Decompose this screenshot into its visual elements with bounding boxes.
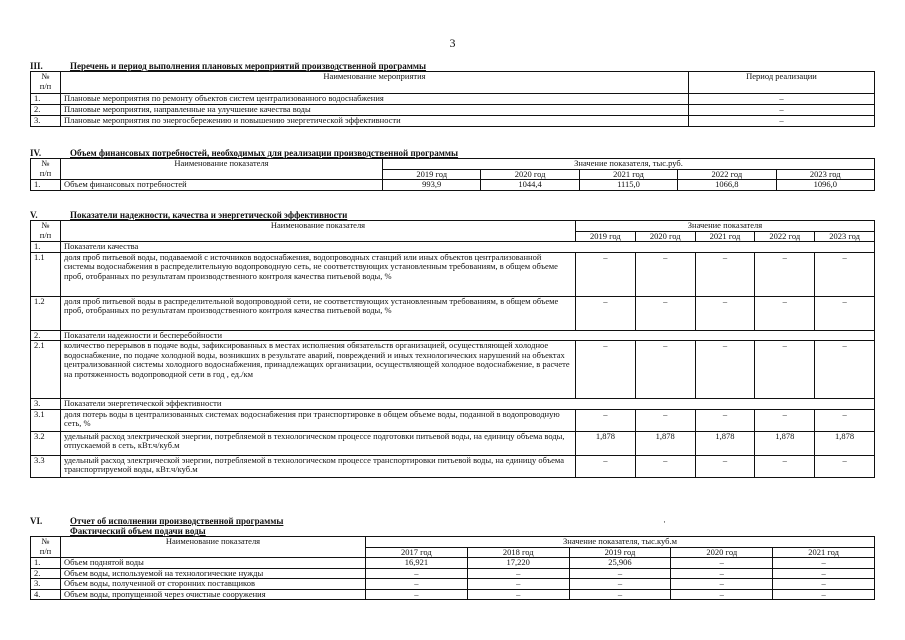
table-header-row [31,72,875,94]
row-value: – [366,568,468,579]
section-4-heading [30,148,875,158]
column-header-number: № п/п [31,72,61,94]
row-number: 3.1 [31,409,61,431]
row-value: – [569,589,671,600]
section-6-heading [30,516,875,526]
row-value: 25,906 [569,558,671,569]
row-group-name: Показатели качества [61,242,875,253]
row-value: – [366,579,468,590]
row-number: 1.2 [31,296,61,330]
row-value: 1096,0 [776,180,874,191]
column-header-year: 2021 год [579,169,677,180]
row-value: – [671,589,773,600]
row-name: Плановые мероприятия, направленные на улучшение качества воды [61,105,689,116]
row-name: удельный расход электрической энергии, потребляемой в технологическом процессе транспортировки питьевой воды, на единицу объема транспортируемой воды, кВт.ч/куб.м [61,455,576,477]
table-row [31,252,875,296]
row-value: 1,878 [576,431,636,455]
row-name: Объем поднятой воды [61,558,366,569]
row-value: – [695,296,755,330]
column-header-year: 2017 год [366,547,468,558]
column-header-year: 2023 год [815,231,875,242]
table-row [31,296,875,330]
row-value: – [773,579,875,590]
column-header-name: Наименование показателя [61,159,383,180]
row-name: удельный расход электрической энергии, потребляемой в технологическом процессе подготовки питьевой воды, на единицу объема воды, отпускаемой в сеть, кВт.ч/куб.м [61,431,576,455]
row-value: – [695,341,755,399]
row-value: – [635,409,695,431]
table-group-row [31,330,875,341]
row-number: 1.1 [31,252,61,296]
row-number: 2. [31,330,61,341]
column-header-value: Значение показателя [576,221,875,232]
row-name: Объем воды, используемой на технологические нужды [61,568,366,579]
row-value: 17,220 [467,558,569,569]
row-value: 1,878 [695,431,755,455]
column-header-year: 2023 год [776,169,874,180]
row-value: 1,878 [635,431,695,455]
row-value: – [569,568,671,579]
row-number: 1. [31,180,61,191]
row-number: 1. [31,94,61,105]
row-value: 1044,4 [481,180,579,191]
row-name: Плановые мероприятия по ремонту объектов систем централизованного водоснабжения [61,94,689,105]
section-5-heading [30,210,875,220]
column-header-name: Наименование показателя [61,221,576,242]
row-number: 2. [31,105,61,116]
row-value: – [635,252,695,296]
section-6-title: Отчет об исполнении производственной программы [70,516,284,526]
column-header-year: 2020 год [481,169,579,180]
row-number: 2.1 [31,341,61,399]
row-value: – [773,589,875,600]
column-header-name: Наименование мероприятия [61,72,689,94]
row-value: – [773,558,875,569]
column-header-name: Наименование показателя [61,537,366,558]
column-header-number: № п/п [31,537,61,558]
row-value: – [576,252,636,296]
row-value: 1066,8 [678,180,776,191]
indicators-table [30,220,875,478]
row-value: – [773,568,875,579]
section-4-number: IV. [30,148,42,158]
table-row [31,558,875,569]
row-name: доля проб питьевой воды в распределительной водопроводной сети, не соответствующих установленным требованиям, в общем объеме проб, отобранных по результатам производственного контроля качества питьевой воды, % [61,296,576,330]
table-row [31,409,875,431]
table-row [31,180,875,191]
row-number: 3. [31,116,61,127]
row-number: 3. [31,579,61,590]
section-3-title: Перечень и период выполнения плановых мероприятий производственной программы [70,61,427,71]
section-5-number: V. [30,210,38,220]
row-name: доля потерь воды в централизованных системах водоснабжения при транспортировке в общем объеме воды, поданной в водопроводную сеть, % [61,409,576,431]
water-supply-table [30,536,875,600]
column-header-year: 2022 год [678,169,776,180]
row-name: доля проб питьевой воды, подаваемой с источников водоснабжения, водопроводных станций или иных объектов централизованной системы водоснабжения в распределительную водопроводную сеть, не соответствующих установленным требованиям, в общем объеме проб, отобранных по результатам производственного контроля качества питьевой воды, % [61,252,576,296]
section-6-program-report [30,516,875,600]
column-header-year: 2019 год [383,169,481,180]
row-value: – [755,296,815,330]
row-value: – [755,455,815,477]
row-number: 4. [31,589,61,600]
row-number: 1. [31,242,61,253]
row-name: Объем финансовых потребностей [61,180,383,191]
financial-needs-table [30,158,875,191]
column-header-year: 2020 год [671,547,773,558]
row-value: – [569,579,671,590]
row-value: – [467,568,569,579]
section-4-financial-needs [30,148,875,191]
row-number: 3.2 [31,431,61,455]
table-row [31,455,875,477]
section-3-number: III. [30,61,43,71]
section-3-planned-measures [30,61,875,127]
column-header-year: 2018 год [467,547,569,558]
table-row [31,431,875,455]
row-number: 2. [31,568,61,579]
row-value: – [576,296,636,330]
row-value: – [671,568,773,579]
row-value: – [755,341,815,399]
row-value: – [366,589,468,600]
row-value: 1115,0 [579,180,677,191]
column-header-year: 2019 год [569,547,671,558]
table-header-row [31,159,875,170]
row-name: Объем воды, полученной от сторонних поставщиков [61,579,366,590]
row-period: – [689,105,875,116]
table-row [31,568,875,579]
column-header-value: Значение показателя, тыс.куб.м [366,537,875,548]
column-header-period: Период реализации [689,72,875,94]
row-number: 3. [31,399,61,410]
table-row [31,116,875,127]
row-group-name: Показатели энергетической эффективности [61,399,875,410]
page-number: 3 [449,36,456,50]
table-row [31,579,875,590]
table-header-row [31,221,875,232]
column-header-year: 2022 год [755,231,815,242]
row-value: – [635,341,695,399]
column-header-year: 2021 год [695,231,755,242]
table-row [31,589,875,600]
row-value: – [815,409,875,431]
row-value: 1,878 [815,431,875,455]
row-name: Плановые мероприятия по энергосбережению и повышению энергетической эффективности [61,116,689,127]
column-header-value: Значение показателя, тыс.руб. [383,159,875,170]
row-value: – [467,589,569,600]
row-value: – [695,252,755,296]
row-value: 16,921 [366,558,468,569]
table-row [31,341,875,399]
row-value: – [815,341,875,399]
row-value: – [755,409,815,431]
row-period: – [689,94,875,105]
column-header-number: № п/п [31,159,61,180]
row-value: – [815,455,875,477]
row-value: – [695,409,755,431]
row-value: – [815,252,875,296]
row-value: – [695,455,755,477]
row-value: – [576,455,636,477]
row-name: количество перерывов в подаче воды, зафиксированных в местах исполнения обязательств организацией, осуществляющей холодное водоснабжение, по подаче холодной воды, возникших в результате аварий, повреждений и иных технологических нарушений на объектах централизованной системы холодного водоснабжения, принадлежащих организации, осуществляющей холодное водоснабжение, в расчете на протяженность водопроводной сети в год , ед./км [61,341,576,399]
stray-mark: · [663,517,666,527]
row-name: Объем воды, пропущенной через очистные сооружения [61,589,366,600]
column-header-year: 2019 год [576,231,636,242]
row-value: – [815,296,875,330]
table-header-row [31,537,875,548]
row-value: – [467,579,569,590]
row-number: 3.3 [31,455,61,477]
section-5-reliability-indicators [30,210,875,478]
table-row [31,105,875,116]
row-value: – [635,455,695,477]
row-period: – [689,116,875,127]
section-6-number: VI. [30,516,43,526]
row-number: 1. [31,558,61,569]
section-3-heading [30,61,875,71]
column-header-year: 2021 год [773,547,875,558]
row-value: 993,9 [383,180,481,191]
row-value: – [671,579,773,590]
column-header-number: № п/п [31,221,61,242]
section-5-title: Показатели надежности, качества и энергетической эффективности [70,210,348,220]
table-group-row [31,242,875,253]
row-value: 1,878 [755,431,815,455]
row-value: – [755,252,815,296]
table-row [31,94,875,105]
section-6-subtitle: Фактический объем подачи воды [70,526,206,536]
row-group-name: Показатели надежности и бесперебойности [61,330,875,341]
table-group-row [31,399,875,410]
row-value: – [671,558,773,569]
row-value: – [576,409,636,431]
section-4-title: Объем финансовых потребностей, необходимых для реализации производственной программы [70,148,459,158]
row-value: – [576,341,636,399]
column-header-year: 2020 год [635,231,695,242]
row-value: – [635,296,695,330]
measures-table [30,71,875,127]
